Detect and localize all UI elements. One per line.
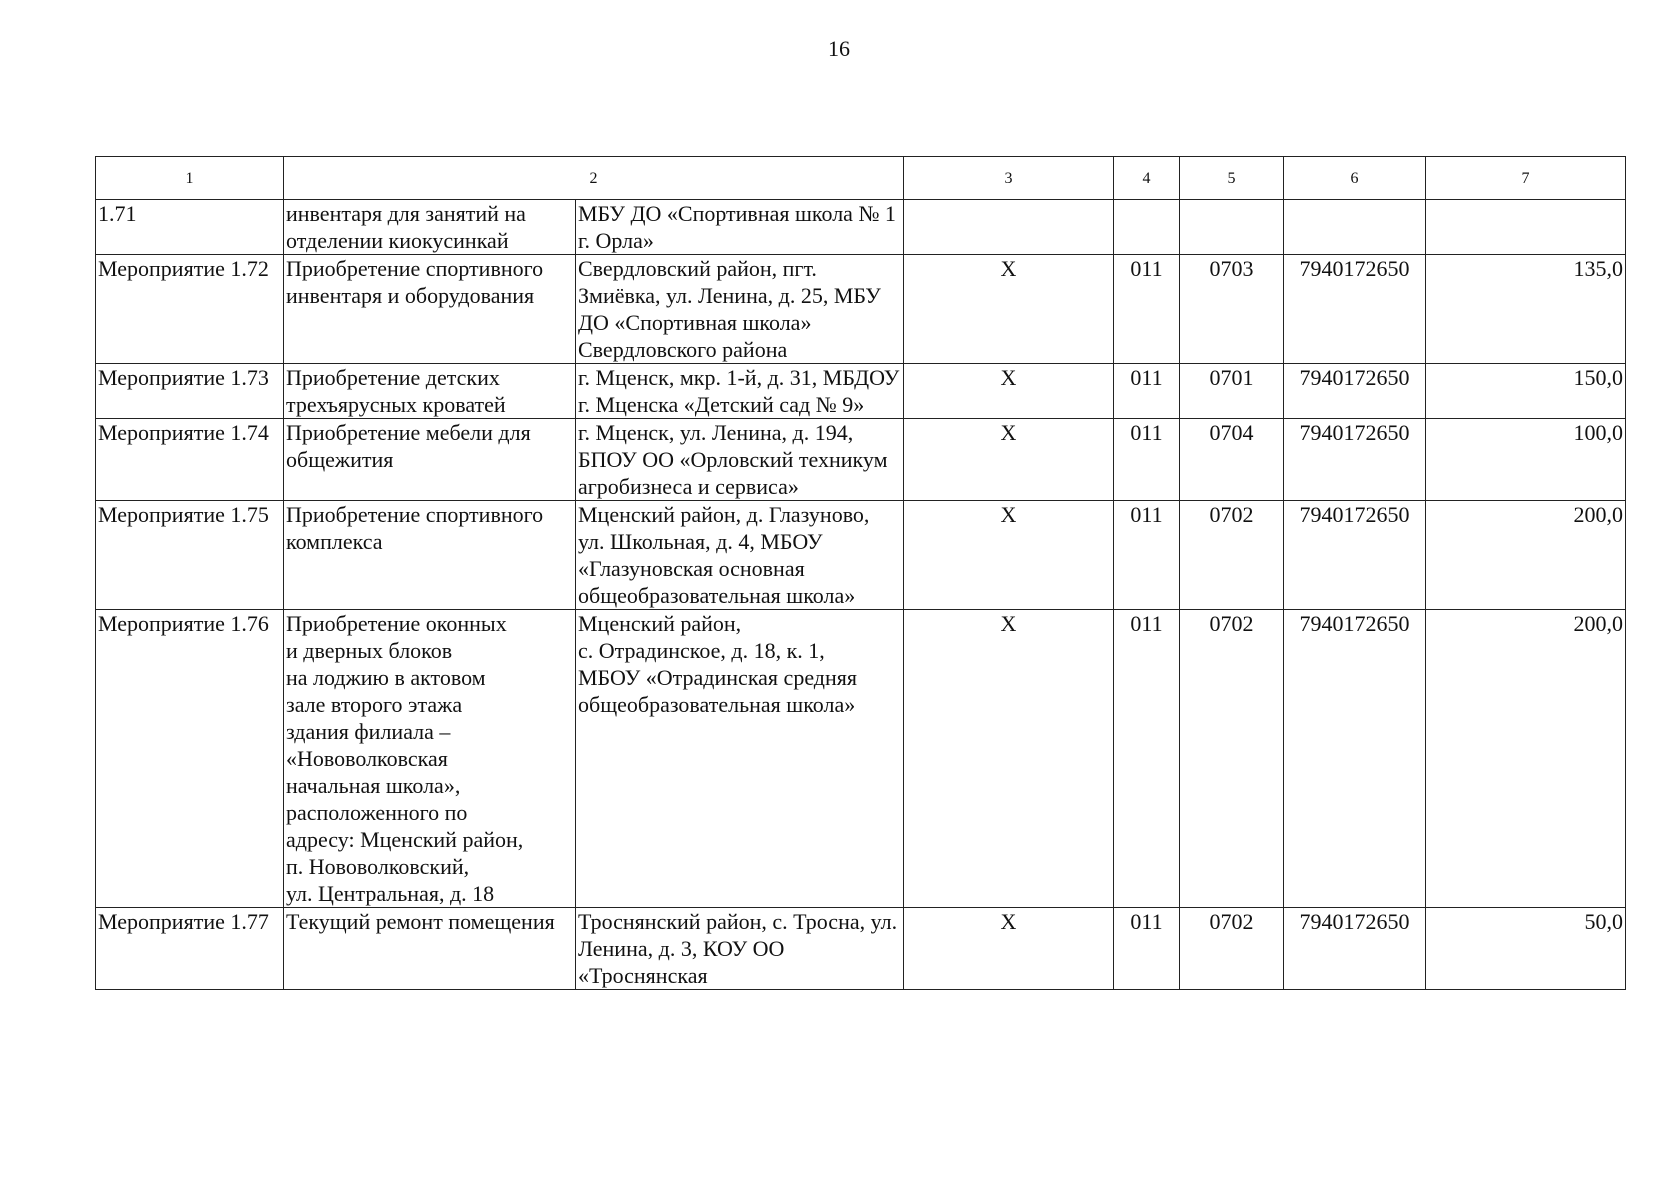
column-6-cell: 7940172650 (1284, 419, 1426, 501)
column-6-cell: 7940172650 (1284, 610, 1426, 908)
page-number: 16 (828, 36, 850, 61)
column-4-cell: 011 (1114, 908, 1180, 990)
column-5-cell: 0702 (1180, 908, 1284, 990)
header-cell-1: 1 (96, 157, 284, 200)
table-row (96, 610, 1626, 908)
column-6-cell (1284, 200, 1426, 255)
header-cell-6: 6 (1284, 157, 1426, 200)
measure-description-text: Приобретение оконных и дверных блоков на лоджию в актовом зале второго этажа здания филиала – «Нововолковская начальная школа», расположенного по адресу: Мценский район, п. Нововолковский, ул. Центральная, д. 18 (286, 611, 524, 906)
amount-cell: 200,0 (1426, 501, 1626, 610)
table-row (96, 200, 1626, 255)
measure-location-text: Мценский район, с. Отрадинское, д. 18, к. 1, МБОУ «Отрадинская средняя общеобразовательная школа» (578, 611, 857, 717)
column-4-cell: 011 (1114, 364, 1180, 419)
header-cell-5: 5 (1180, 157, 1284, 200)
amount-cell: 135,0 (1426, 255, 1626, 364)
column-5-cell (1180, 200, 1284, 255)
column-3-cell: Х (904, 255, 1114, 364)
table-row (96, 364, 1626, 419)
column-5-cell: 0702 (1180, 501, 1284, 610)
measure-description-cell: Приобретение спортивного инвентаря и оборудования (284, 255, 576, 364)
measure-description-cell: Приобретение спортивного комплекса (284, 501, 576, 610)
column-3-cell: Х (904, 501, 1114, 610)
measure-description-cell (284, 610, 576, 908)
measure-location-cell: г. Мценск, ул. Ленина, д. 194, БПОУ ОО «Орловский техникум агробизнеса и сервиса» (576, 419, 904, 501)
measure-location-cell: МБУ ДО «Спортивная школа № 1 г. Орла» (576, 200, 904, 255)
header-cell-4: 4 (1114, 157, 1180, 200)
column-6-cell: 7940172650 (1284, 908, 1426, 990)
header-cell-2: 2 (284, 157, 904, 200)
column-4-cell: 011 (1114, 610, 1180, 908)
column-6-cell: 7940172650 (1284, 255, 1426, 364)
measure-location-cell: г. Мценск, мкр. 1-й, д. 31, МБДОУ г. Мценска «Детский сад № 9» (576, 364, 904, 419)
column-3-cell: Х (904, 364, 1114, 419)
measure-id-cell: Мероприятие 1.72 (96, 255, 284, 364)
column-3-cell: Х (904, 908, 1114, 990)
column-4-cell (1114, 200, 1180, 255)
measure-description-cell: Приобретение детских трехъярусных кроватей (284, 364, 576, 419)
column-6-cell: 7940172650 (1284, 501, 1426, 610)
header-row (96, 157, 1626, 200)
measure-location-cell: Свердловский район, пгт. Змиёвка, ул. Ленина, д. 25, МБУ ДО «Спортивная школа» Свердловского района (576, 255, 904, 364)
measure-id-cell: Мероприятие 1.77 (96, 908, 284, 990)
header-cell-7: 7 (1426, 157, 1626, 200)
amount-cell: 200,0 (1426, 610, 1626, 908)
table-row (96, 908, 1626, 990)
measure-description-cell: Приобретение мебели для общежития (284, 419, 576, 501)
measure-id-cell: Мероприятие 1.74 (96, 419, 284, 501)
expenditure-table (95, 156, 1626, 990)
column-5-cell: 0703 (1180, 255, 1284, 364)
measure-location-cell: Троснянский район, с. Тросна, ул. Ленина, д. 3, КОУ ОО «Троснянская (576, 908, 904, 990)
amount-cell (1426, 200, 1626, 255)
column-5-cell: 0701 (1180, 364, 1284, 419)
amount-cell: 100,0 (1426, 419, 1626, 501)
column-3-cell: Х (904, 419, 1114, 501)
column-6-cell: 7940172650 (1284, 364, 1426, 419)
column-5-cell: 0702 (1180, 610, 1284, 908)
measure-id-cell: Мероприятие 1.76 (96, 610, 284, 908)
measure-location-cell: Мценский район, д. Глазуново, ул. Школьная, д. 4, МБОУ «Глазуновская основная общеобразовательная школа» (576, 501, 904, 610)
measure-id-cell: 1.71 (96, 200, 284, 255)
measure-id-cell: Мероприятие 1.75 (96, 501, 284, 610)
measure-description-cell: Текущий ремонт помещения (284, 908, 576, 990)
amount-cell: 50,0 (1426, 908, 1626, 990)
amount-cell: 150,0 (1426, 364, 1626, 419)
column-5-cell: 0704 (1180, 419, 1284, 501)
table-row (96, 501, 1626, 610)
column-3-cell: Х (904, 610, 1114, 908)
measure-location-cell (576, 610, 904, 908)
column-4-cell: 011 (1114, 255, 1180, 364)
measure-id-cell: Мероприятие 1.73 (96, 364, 284, 419)
measure-description-cell: инвентаря для занятий на отделении киокусинкай (284, 200, 576, 255)
header-cell-3: 3 (904, 157, 1114, 200)
column-3-cell (904, 200, 1114, 255)
table-row (96, 255, 1626, 364)
column-4-cell: 011 (1114, 501, 1180, 610)
table-row (96, 419, 1626, 501)
column-4-cell: 011 (1114, 419, 1180, 501)
